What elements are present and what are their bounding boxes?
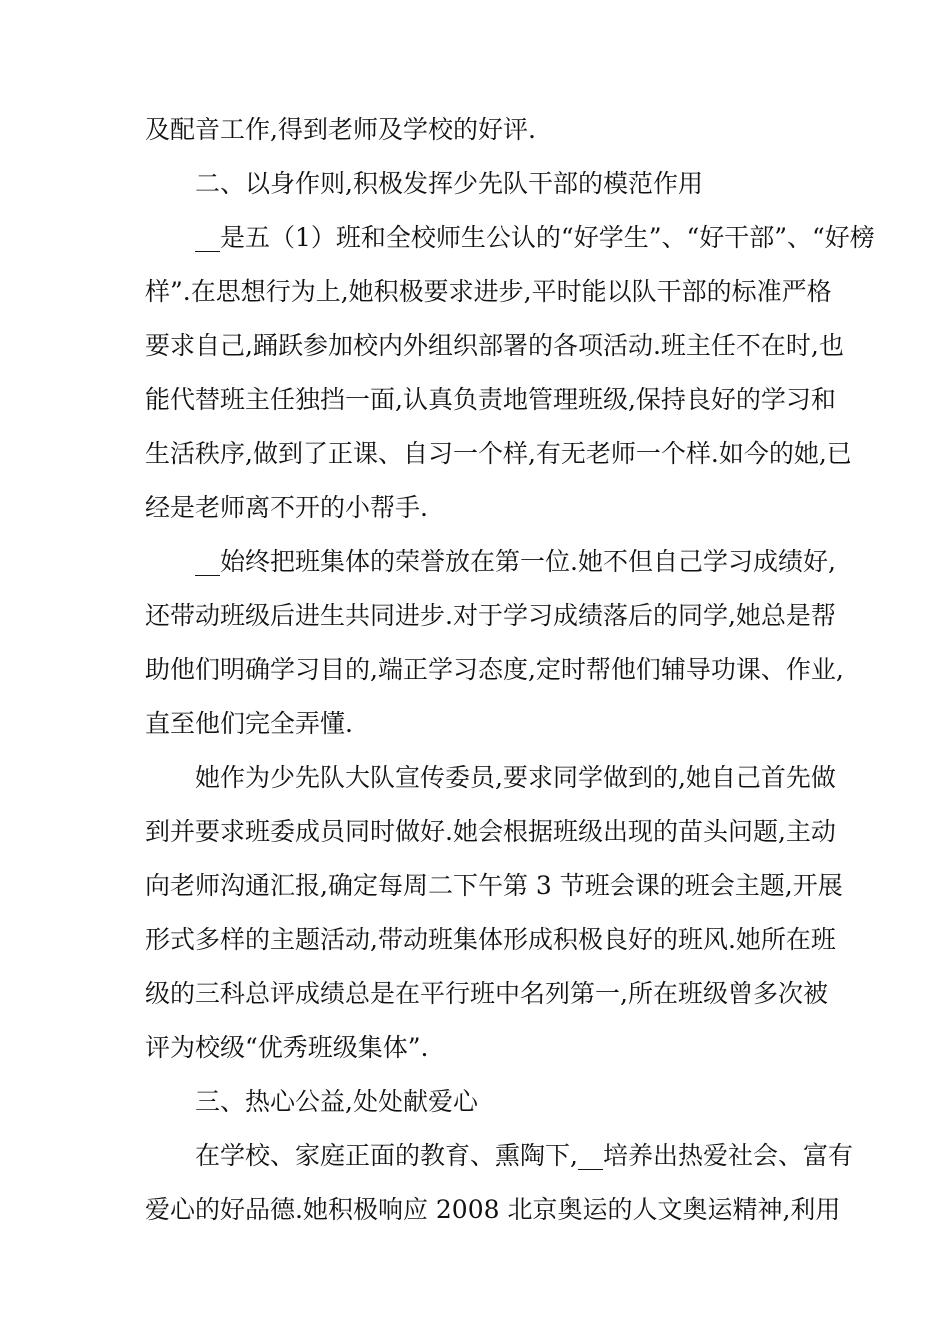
paragraph-line: 在学校、家庭正面的教育、熏陶下,__培养出热爱社会、富有	[195, 1141, 853, 1170]
paragraph-line: 还带动班级后进生共同进步.对于学习成绩落后的同学,她总是帮	[145, 601, 836, 630]
paragraph-line: 形式多样的主题活动,带动班集体形成积极良好的班风.她所在班	[145, 925, 836, 954]
paragraph-line: 助他们明确学习目的,端正学习态度,定时帮他们辅导功课、作业,	[145, 655, 844, 684]
paragraph-line: __是五（1）班和全校师生公认的“好学生”、“好干部”、“好榜	[195, 223, 875, 252]
paragraph-line: 爱心的好品德.她积极响应 2008 北京奥运的人文奥运精神,利用	[145, 1195, 841, 1224]
paragraph-line: __始终把班集体的荣誉放在第一位.她不但自己学习成绩好,	[195, 547, 836, 576]
paragraph-line: 级的三科总评成绩总是在平行班中名列第一,所在班级曾多次被	[145, 979, 828, 1008]
paragraph-line: 评为校级“优秀班级集体”.	[145, 1033, 429, 1062]
paragraph-line: 及配音工作,得到老师及学校的好评.	[145, 115, 536, 144]
paragraph-line: 经是老师离不开的小帮手.	[145, 493, 428, 522]
paragraph-line: 她作为少先队大队宣传委员,要求同学做到的,她自己首先做	[195, 763, 836, 792]
paragraph-line: 样”.在思想行为上,她积极要求进步,平时能以队干部的标准严格	[145, 277, 832, 306]
paragraph-line: 到并要求班委成员同时做好.她会根据班级出现的苗头问题,主动	[145, 817, 836, 846]
section-heading: 三、热心公益,处处献爱心	[195, 1087, 478, 1116]
document-body	[145, 103, 875, 1237]
section-heading: 二、以身作则,积极发挥少先队干部的模范作用	[195, 169, 703, 198]
paragraph-line: 生活秩序,做到了正课、自习一个样,有无老师一个样.如今的她,已	[145, 439, 852, 468]
paragraph-line: 能代替班主任独挡一面,认真负责地管理班级,保持良好的学习和	[145, 385, 836, 414]
paragraph-line: 直至他们完全弄懂.	[145, 709, 353, 738]
paragraph-line: 要求自己,踊跃参加校内外组织部署的各项活动.班主任不在时,也	[145, 331, 844, 360]
paragraph-line: 向老师沟通汇报,确定每周二下午第 3 节班会课的班会主题,开展	[145, 871, 843, 900]
